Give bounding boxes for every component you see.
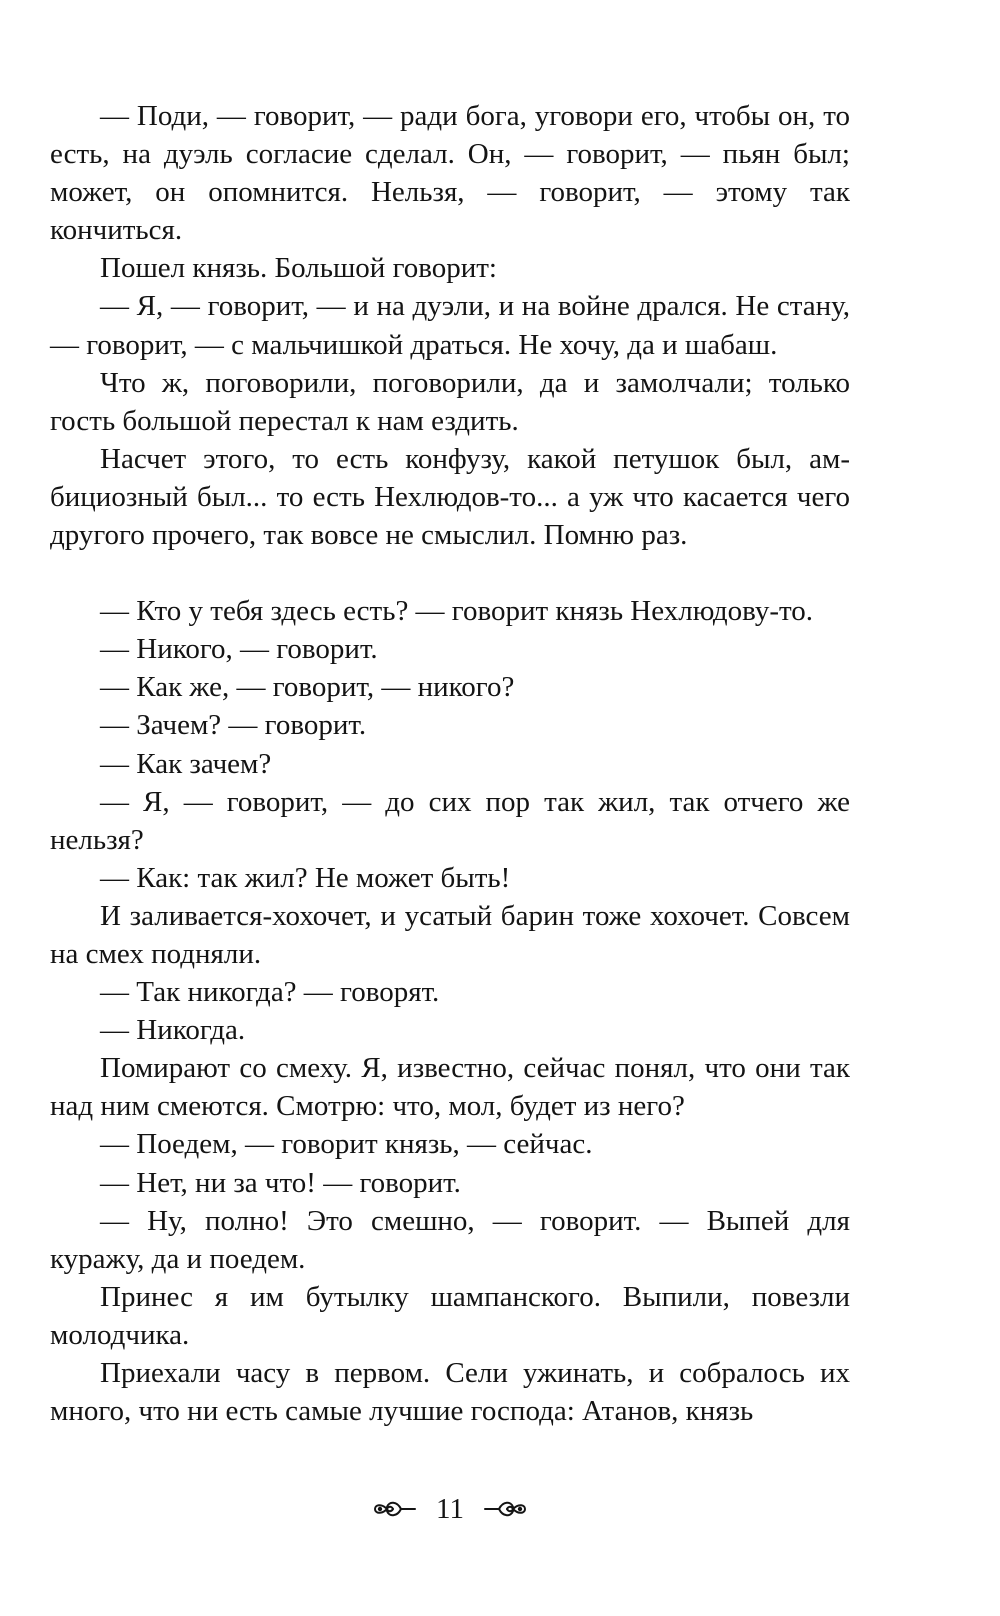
paragraph: Что ж, поговорили, поговорили, да и замолчали; только гость большой перестал к нам ездить. — [50, 366, 850, 437]
paragraph: — Поди, — говорит, — ради бога, уговори его, чтобы он, то есть, на дуэль согласие сделал. Он, — говорит, — пьян был; может, он опомнится. Нельзя, — говорит, — этому так кончиться. — [50, 100, 850, 247]
paragraph: Принес я им бутылку шампанского. Выпили, повезли молодчика. — [50, 1280, 850, 1351]
paragraph: Насчет этого, то есть конфузу, какой петушок был, амбициозный был... то есть Нехлюдов-то... а уж что касается чего другого прочего, так вовсе не смыслил. Помню раз. — [50, 442, 850, 552]
fleuron-left-icon — [371, 1497, 417, 1521]
paragraph: — Никогда. — [100, 1014, 246, 1047]
paragraph: — Нет, ни за что! — говорит. — [100, 1166, 461, 1199]
paragraph: — Поедем, — говорит князь, — сейчас. — [100, 1128, 593, 1161]
paragraph: — Никого, — говорит. — [100, 633, 378, 666]
fleuron-right-icon — [483, 1497, 529, 1521]
paragraph: — Как же, — говорит, — никого? — [100, 671, 515, 704]
paragraph: — Я, — говорит, — и на дуэли, и на войне дрался. Не стану, — говорит, — с мальчишкой драться. Не хочу, да и шабаш. — [50, 290, 850, 361]
paragraph: Помирают со смеху. Я, известно, сейчас понял, что они так над ним смеются. Смотрю: что, мол, будет из него? — [50, 1052, 850, 1123]
paragraph: — Кто у тебя здесь есть? — говорит князь Нехлюдову-то. — [100, 595, 814, 628]
paragraph: — Как: так жил? Не может быть! — [100, 861, 511, 894]
paragraph: — Зачем? — говорит. — [100, 709, 367, 742]
paragraph: — Как зачем? — [100, 747, 272, 780]
page-footer — [0, 1487, 900, 1529]
paragraph: И заливается-хохочет, и усатый барин тоже хохочет. Совсем на смех подняли. — [50, 899, 850, 970]
text-body — [50, 97, 850, 1430]
paragraph: Пошел князь. Большой говорит: — [100, 252, 497, 285]
paragraph: — Я, — говорит, — до сих пор так жил, так отчего же нельзя? — [50, 785, 850, 856]
paragraph: — Ну, полно! Это смешно, — говорит. — Выпей для куражу, да и поедем. — [50, 1204, 850, 1275]
page-number: 11 — [436, 1493, 464, 1526]
paragraph: — Так никогда? — говорят. — [100, 976, 440, 1009]
paragraph: Приехали часу в первом. Сели ужинать, и собралось их много, что ни есть самые лучшие господа: Атанов, князь — [50, 1357, 850, 1428]
